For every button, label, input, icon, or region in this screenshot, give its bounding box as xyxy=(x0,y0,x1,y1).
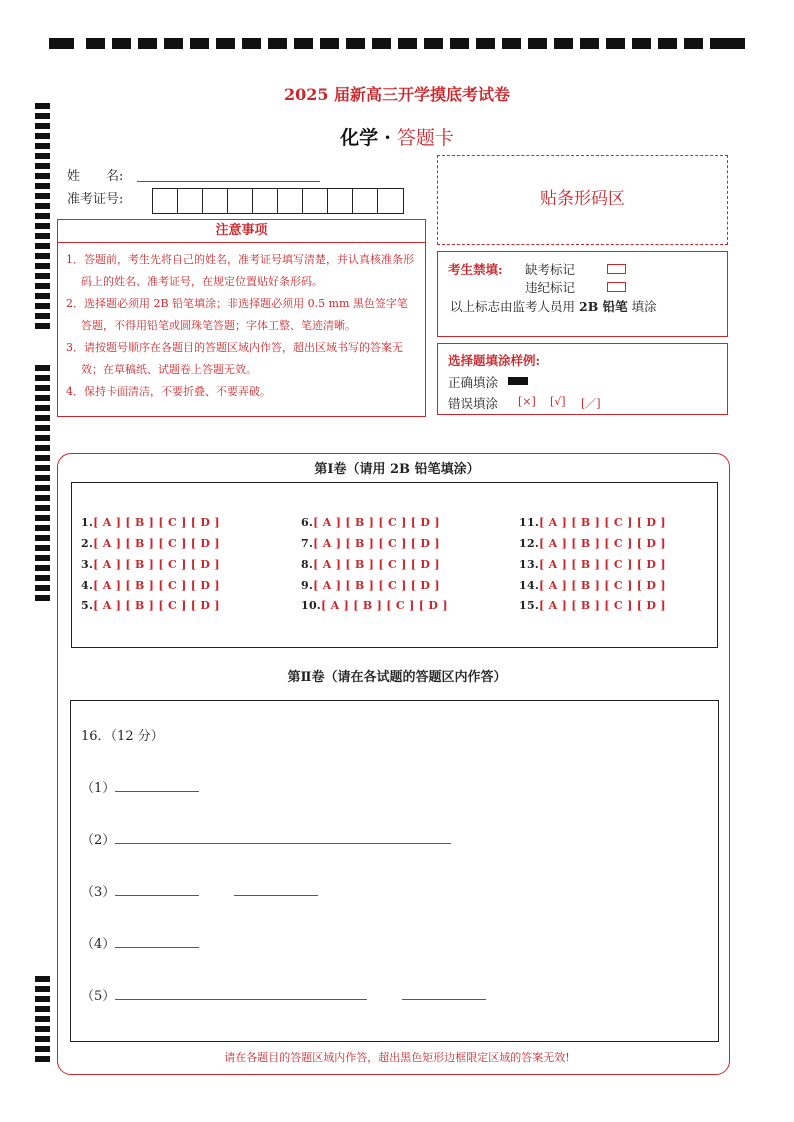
card-label: 答题卡 xyxy=(396,127,454,149)
mc-question-number: 3. xyxy=(81,558,94,571)
wrong-fill-example: [／] xyxy=(581,397,601,410)
id-digit-box[interactable] xyxy=(378,189,403,213)
id-number-boxes[interactable] xyxy=(152,188,404,214)
mc-options[interactable]: [ A ] [ B ] [ C ] [ D ] xyxy=(93,599,220,612)
answer-line[interactable] xyxy=(115,843,451,844)
mc-options[interactable]: [ A ] [ B ] [ C ] [ D ] xyxy=(93,558,220,571)
part-label: （5） xyxy=(81,989,116,1004)
answer-line[interactable] xyxy=(234,895,318,896)
mc-options[interactable]: [ A ] [ B ] [ C ] [ D ] xyxy=(539,579,666,592)
answer-line[interactable] xyxy=(115,947,199,948)
proctor-only-box xyxy=(437,251,728,337)
proctor-note xyxy=(450,297,657,315)
part-label: （2） xyxy=(81,833,116,848)
proctor-note-suffix: 填涂 xyxy=(631,299,657,314)
correct-fill-example xyxy=(508,377,528,385)
answer-line[interactable] xyxy=(402,999,486,1000)
mc-question-number: 2. xyxy=(81,537,94,550)
subtitle-separator: · xyxy=(384,127,391,149)
mc-options[interactable]: [ A ] [ B ] [ C ] [ D ] xyxy=(313,516,440,529)
top-timing-marks xyxy=(49,38,745,51)
fill-sample-title: 选择题填涂样例: xyxy=(448,353,541,368)
mc-question-number: 6. xyxy=(301,516,314,529)
id-digit-box[interactable] xyxy=(328,189,353,213)
mc-options[interactable]: [ A ] [ B ] [ C ] [ D ] xyxy=(93,537,220,550)
id-digit-box[interactable] xyxy=(153,189,178,213)
correct-fill-label: 正确填涂 xyxy=(448,375,499,390)
mc-question-number: 1. xyxy=(81,516,94,529)
violation-mark-box[interactable] xyxy=(607,282,626,292)
mc-options[interactable]: [ A ] [ B ] [ C ] [ D ] xyxy=(321,599,448,612)
side-timing-marks-middle xyxy=(35,365,51,605)
fill-sample-box xyxy=(437,343,728,415)
notice-item: 1．答题前，考生先将自己的姓名，准考证号填写清楚，并认真核准条形码上的姓名、准考证号，在规定位置贴好条形码。 xyxy=(66,253,414,288)
mc-question[interactable] xyxy=(81,599,220,612)
barcode-area: 贴条形码区 xyxy=(437,155,728,245)
id-digit-box[interactable] xyxy=(303,189,328,213)
answer-line[interactable] xyxy=(115,895,199,896)
mc-question-number: 8. xyxy=(301,558,314,571)
mc-question[interactable] xyxy=(301,579,440,592)
exam-title: 2025 届新高三开学摸底考试卷 xyxy=(283,85,511,104)
answer-line[interactable] xyxy=(115,999,367,1000)
mc-question[interactable] xyxy=(301,516,440,529)
part-label: （4） xyxy=(81,937,116,952)
mc-question-number: 9. xyxy=(301,579,314,592)
id-digit-box[interactable] xyxy=(178,189,203,213)
mc-question-number: 10. xyxy=(301,599,322,612)
part-label: （1） xyxy=(81,781,116,796)
proctor-note-prefix: 以上标志由监考人员用 xyxy=(450,299,576,314)
wrong-fill-example: [√] xyxy=(550,395,566,408)
question-16-answer-box xyxy=(70,700,719,1042)
absent-mark-label: 缺考标记 xyxy=(525,262,576,277)
mc-question-number: 14. xyxy=(519,579,540,592)
mc-question[interactable] xyxy=(81,516,220,529)
name-field[interactable] xyxy=(137,180,320,182)
mc-question[interactable] xyxy=(519,599,666,612)
mc-options[interactable]: [ A ] [ B ] [ C ] [ D ] xyxy=(313,558,440,571)
mc-options[interactable]: [ A ] [ B ] [ C ] [ D ] xyxy=(93,579,220,592)
proctor-note-bold: 2B 铅笔 xyxy=(579,299,628,314)
notice-box xyxy=(57,219,426,417)
name-label: 姓 名: xyxy=(67,169,124,184)
mc-options[interactable]: [ A ] [ B ] [ C ] [ D ] xyxy=(313,579,440,592)
section2-title: 第Ⅱ卷（请在各试题的答题区内作答） xyxy=(287,670,507,685)
absent-mark-box[interactable] xyxy=(607,264,626,274)
id-digit-box[interactable] xyxy=(228,189,253,213)
section1-title: 第Ⅰ卷（请用 2B 铅笔填涂） xyxy=(314,462,480,477)
id-digit-box[interactable] xyxy=(253,189,278,213)
mc-question-number: 15. xyxy=(519,599,540,612)
mc-question[interactable] xyxy=(301,537,440,550)
answer-line[interactable] xyxy=(115,791,199,792)
mc-question-number: 13. xyxy=(519,558,540,571)
mc-question[interactable] xyxy=(519,558,666,571)
mc-question[interactable] xyxy=(81,537,220,550)
id-label: 准考证号: xyxy=(67,192,124,207)
wrong-fill-example: [×] xyxy=(518,395,536,408)
id-digit-box[interactable] xyxy=(278,189,303,213)
mc-question[interactable] xyxy=(519,537,666,550)
mc-question[interactable] xyxy=(519,516,666,529)
mc-options[interactable]: [ A ] [ B ] [ C ] [ D ] xyxy=(313,537,440,550)
mc-question[interactable] xyxy=(519,579,666,592)
violation-mark-label: 违纪标记 xyxy=(525,280,576,295)
mc-question-number: 12. xyxy=(519,537,540,550)
mc-question[interactable] xyxy=(301,599,448,612)
mc-question[interactable] xyxy=(81,558,220,571)
mc-question[interactable] xyxy=(81,579,220,592)
id-digit-box[interactable] xyxy=(203,189,228,213)
mc-options[interactable]: [ A ] [ B ] [ C ] [ D ] xyxy=(539,558,666,571)
id-digit-box[interactable] xyxy=(353,189,378,213)
notice-heading: 注意事项 xyxy=(58,220,425,243)
card-subtitle xyxy=(0,123,794,150)
mc-question-number: 5. xyxy=(81,599,94,612)
mc-options[interactable]: [ A ] [ B ] [ C ] [ D ] xyxy=(539,537,666,550)
subject-name: 化学 xyxy=(340,127,379,149)
mc-options[interactable]: [ A ] [ B ] [ C ] [ D ] xyxy=(539,599,666,612)
notice-item: 4．保持卡面清洁，不要折叠、不要弄破。 xyxy=(66,385,271,398)
mc-question[interactable] xyxy=(301,558,440,571)
mc-options[interactable]: [ A ] [ B ] [ C ] [ D ] xyxy=(93,516,220,529)
mc-options[interactable]: [ A ] [ B ] [ C ] [ D ] xyxy=(539,516,666,529)
mc-question-number: 7. xyxy=(301,537,314,550)
notice-item: 2．选择题必须用 2B 铅笔填涂；非选择题必须用 0.5 mm 黑色签字笔答题，不得用铅笔或圆珠笔答题；字体工整、笔迹清晰。 xyxy=(66,297,408,332)
part-label: （3） xyxy=(81,885,116,900)
proctor-only-title: 考生禁填: xyxy=(448,262,503,277)
wrong-fill-label: 错误填涂 xyxy=(448,396,499,411)
mc-question-number: 4. xyxy=(81,579,94,592)
footer-warning: 请在各题目的答题区域内作答，超出黑色矩形边框限定区域的答案无效! xyxy=(224,1051,570,1064)
question-16-heading: 16．（12 分） xyxy=(81,729,164,744)
mc-question-number: 11. xyxy=(519,516,540,529)
notice-item: 3．请按题号顺序在各题目的答题区域内作答，超出区域书写的答案无效；在草稿纸、试题卷上答题无效。 xyxy=(66,341,403,376)
